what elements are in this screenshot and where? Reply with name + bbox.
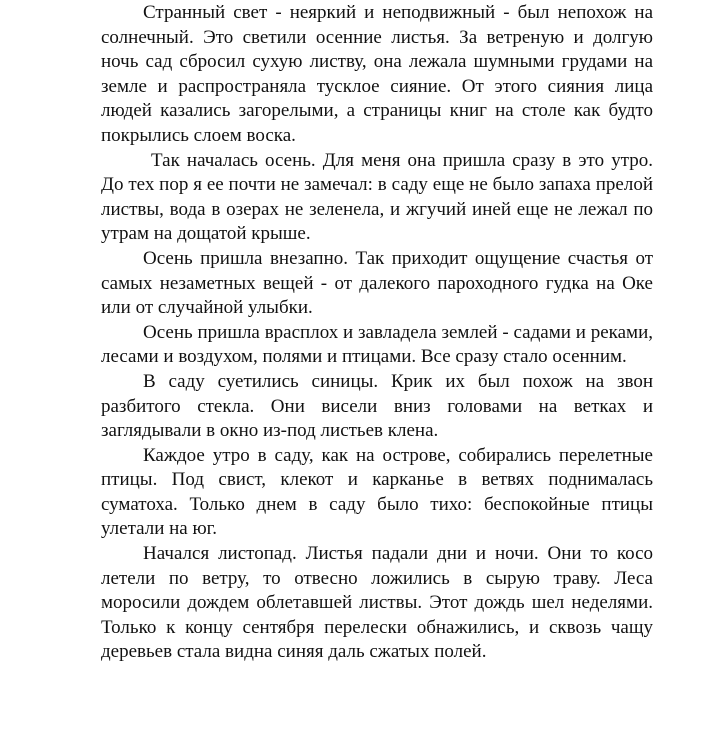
paragraph-5: В саду суетились синицы. Крик их был похож на звон разбитого стекла. Они висели вниз головами на ветках и заглядывали в окно из-под листьев клена. — [101, 370, 653, 442]
paragraph-1: Странный свет - неяркий и неподвижный - был непохож на солнечный. Это светили осенние листья. За ветреную и долгую ночь сад сбросил сухую листву, она лежала шумными грудами на земле и распространяла тусклое сияние. От этого сияния лица людей казались загорелыми, а страницы книг на столе как будто покрылись слоем воска. — [101, 2, 653, 146]
paragraph-2: Так началась осень. Для меня она пришла сразу в это утро. До тех пор я ее почти не замечал: в саду еще не было запаха прелой листвы, вода в озерах не зеленела, и жгучий иней еще не лежал по утрам на дощатой крыше. — [101, 149, 653, 245]
paragraph-6: Каждое утро в саду, как на острове, собирались перелетные птицы. Под свист, клекот и карканье в ветвях поднималась суматоха. Только днем в саду было тихо: беспокойные птицы улетали на юг. — [101, 444, 653, 540]
paragraph-4: Осень пришла врасплох и завладела землей - садами и реками, лесами и воздухом, полями и птицами. Все сразу стало осенним. — [101, 321, 653, 368]
paragraph-3: Осень пришла внезапно. Так приходит ощущение счастья от самых незаметных вещей - от далекого пароходного гудка на Оке или от случайной улыбки. — [101, 247, 653, 319]
document-page — [101, 1, 653, 665]
paragraph-7: Начался листопад. Листья падали дни и ночи. Они то косо летели по ветру, то отвесно ложились в сырую траву. Леса моросили дождем облетавшей листвы. Этот дождь шел неделями. Только к концу сентября перелески обнажились, и сквозь чащу деревьев стала видна синяя даль сжатых полей. — [101, 543, 653, 663]
